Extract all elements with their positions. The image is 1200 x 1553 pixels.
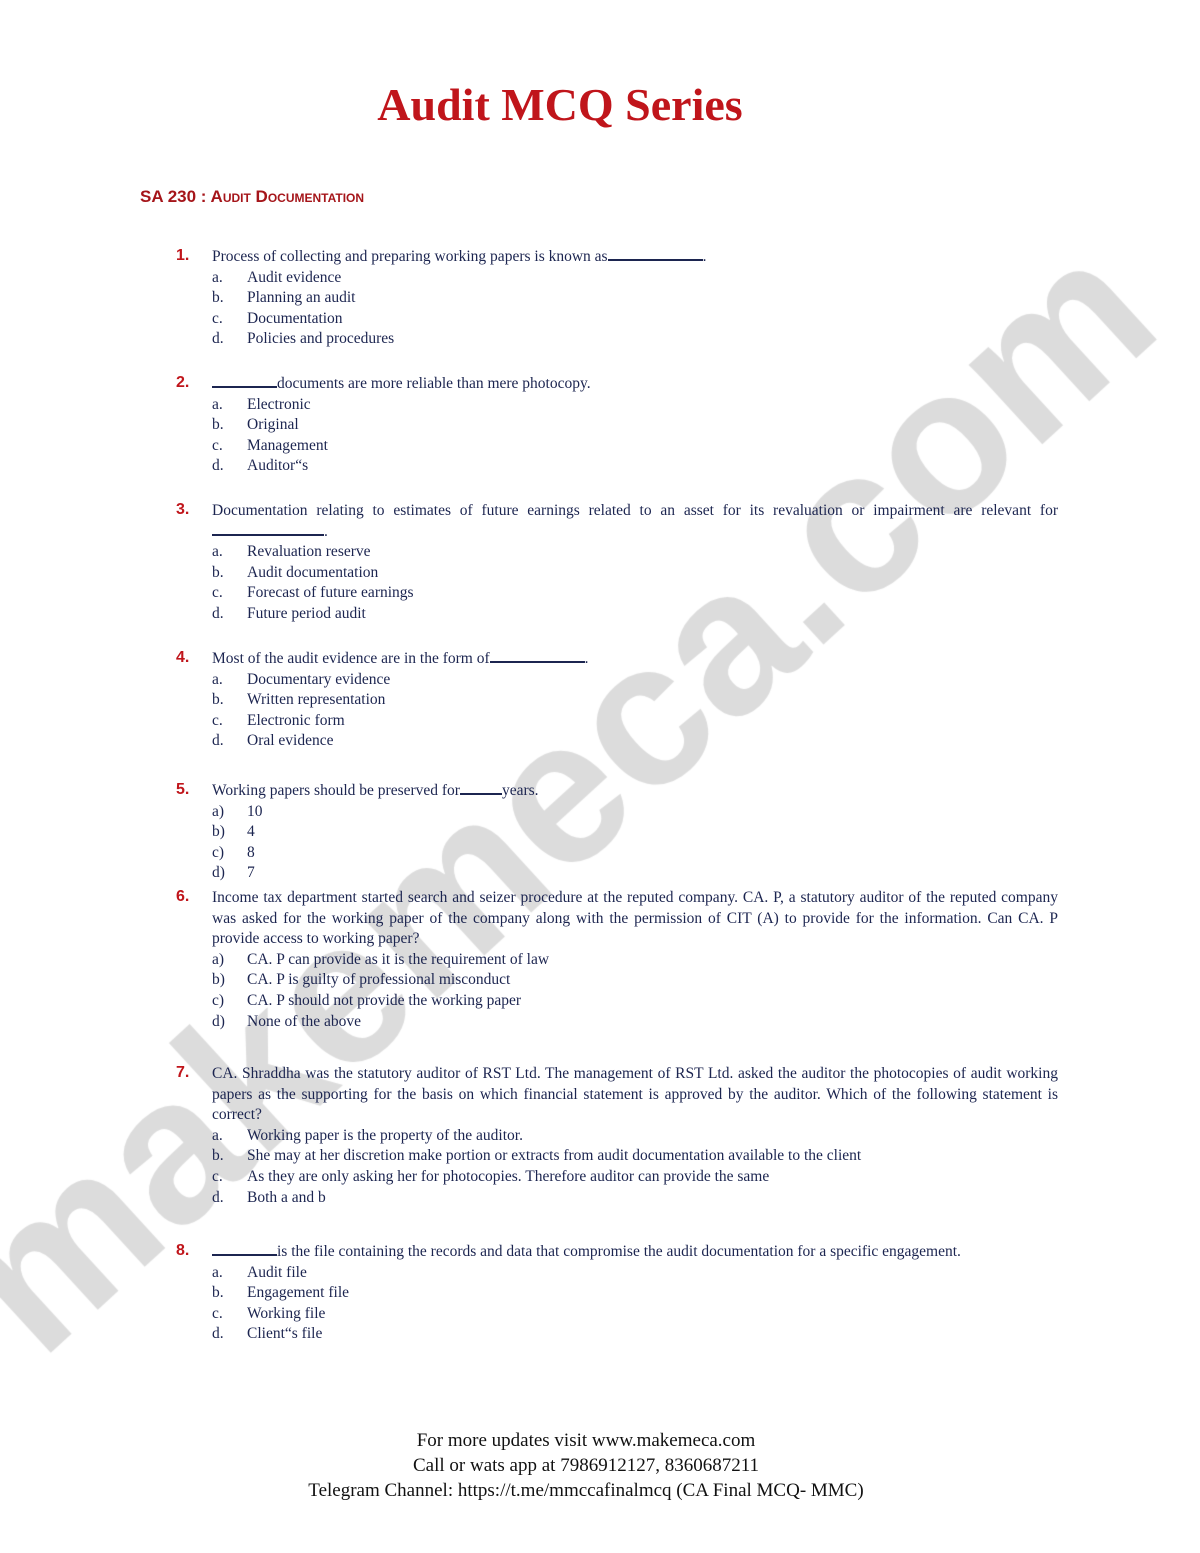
answer-blank (490, 649, 585, 663)
footer (0, 1428, 1172, 1503)
question-number: 1. (176, 247, 190, 264)
answer-option (212, 268, 1058, 289)
option-text: CA. P is guilty of professional misconduct (247, 971, 511, 989)
option-letter: b. (212, 416, 224, 434)
answer-option (212, 1012, 1058, 1033)
question-text (212, 649, 1058, 670)
option-text: Policies and procedures (247, 330, 395, 348)
option-letter: d. (212, 457, 224, 475)
answer-option (212, 991, 1058, 1012)
answer-blank (212, 522, 324, 536)
option-text: 10 (247, 802, 263, 820)
question-number: 3. (176, 501, 190, 518)
option-text: Written representation (247, 691, 386, 709)
question-number: 4. (176, 649, 190, 666)
answer-option (212, 1324, 1058, 1345)
option-letter: b. (212, 563, 224, 581)
option-text: Electronic form (247, 711, 345, 729)
option-letter: d) (212, 864, 225, 882)
answer-option (212, 822, 1058, 843)
question-number: 7. (176, 1064, 190, 1081)
answer-blank (212, 1242, 277, 1256)
option-letter: c. (212, 1304, 223, 1322)
section-heading: SA 230 : Audit Documentation (140, 187, 365, 206)
answer-option (212, 1283, 1058, 1304)
answer-option (212, 711, 1058, 732)
option-letter: d. (212, 732, 224, 750)
option-text: CA. P should not provide the working paper (247, 991, 522, 1009)
option-letter: d) (212, 1012, 225, 1030)
option-letter: c. (212, 1167, 223, 1185)
answer-option (212, 604, 1058, 625)
answer-option (212, 1188, 1058, 1209)
option-letter: b) (212, 823, 225, 841)
answer-option (212, 436, 1058, 457)
footer-website: For more updates visit www.makemeca.com (416, 1430, 756, 1451)
question-stem-end: documents are more reliable than mere photocopy. (277, 375, 591, 392)
option-letter: c. (212, 711, 223, 729)
option-letter: a) (212, 802, 225, 820)
question-number: 6. (176, 888, 190, 905)
question-3 (176, 501, 1058, 625)
question-8 (176, 1242, 1058, 1345)
option-text: Working paper is the property of the auditor. (247, 1126, 523, 1144)
answer-option (212, 970, 1058, 991)
option-letter: a. (212, 395, 223, 413)
answer-option (212, 1263, 1058, 1284)
option-text: Oral evidence (247, 732, 334, 750)
answer-option (212, 395, 1058, 416)
option-letter: b. (212, 691, 224, 709)
question-7 (176, 1064, 1058, 1208)
question-4 (176, 649, 1058, 752)
option-text: 4 (247, 823, 255, 841)
question-text (212, 1242, 1058, 1263)
option-text: None of the above (247, 1012, 362, 1030)
answer-option (212, 843, 1058, 864)
question-text (212, 374, 1058, 395)
question-2 (176, 374, 1058, 477)
answer-option (212, 563, 1058, 584)
answer-blank (212, 374, 277, 388)
option-text: Audit file (247, 1263, 307, 1281)
option-text: Original (247, 416, 299, 434)
option-letter: d. (212, 330, 224, 348)
question-stem-end: . (702, 248, 707, 265)
option-text: CA. P can provide as it is the requirement of law (247, 950, 550, 968)
page-title: Audit MCQ Series (377, 79, 743, 130)
question-text (212, 247, 1058, 268)
option-text: Audit evidence (247, 268, 342, 286)
option-text: Engagement file (247, 1284, 349, 1302)
question-stem: Most of the audit evidence are in the form of (212, 650, 490, 667)
option-text: She may at her discretion make portion or extracts from audit documentation available to the client (247, 1147, 862, 1165)
option-text: Client“s file (247, 1325, 323, 1343)
question-stem-end: . (324, 522, 328, 540)
answer-option (212, 542, 1058, 563)
option-letter: b. (212, 1147, 224, 1165)
option-text: Management (247, 436, 328, 454)
answer-option (212, 863, 1058, 884)
question-text (212, 501, 1058, 542)
answer-option (212, 1167, 1058, 1188)
question-6 (176, 888, 1058, 1032)
question-1 (176, 247, 1058, 350)
question-text (212, 781, 1058, 802)
answer-option (212, 329, 1058, 350)
question-stem: CA. Shraddha was the statutory auditor of RST Ltd. The management of RST Ltd. asked the auditor the photocopies of audit working papers as the supporting for the basis on which financial statement is approved by the auditor. Which of the following statement is correct? (212, 1065, 1058, 1124)
question-text (212, 888, 1058, 950)
option-letter: d. (212, 1325, 224, 1343)
answer-option (212, 1146, 1058, 1167)
option-text: Future period audit (247, 604, 366, 622)
question-text (212, 1064, 1058, 1126)
answer-option (212, 288, 1058, 309)
question-stem: Working papers should be preserved for (212, 782, 460, 799)
question-stem: Process of collecting and preparing working papers is known as (212, 248, 608, 265)
option-letter: a. (212, 268, 223, 286)
question-stem-end: years. (501, 782, 539, 799)
option-text: Revaluation reserve (247, 543, 371, 561)
answer-option (212, 731, 1058, 752)
option-letter: c) (212, 991, 225, 1009)
option-text: Auditor“s (247, 457, 309, 475)
option-letter: c. (212, 584, 223, 602)
option-text: Planning an audit (247, 289, 356, 307)
footer-telegram: Telegram Channel: https://t.me/mmccafinalmcq (CA Final MCQ- MMC) (308, 1480, 864, 1501)
option-text: Documentary evidence (247, 670, 391, 688)
option-letter: b. (212, 1284, 224, 1302)
answer-option (212, 309, 1058, 330)
question-number: 8. (176, 1242, 190, 1259)
footer-phone: Call or wats app at 7986912127, 8360687211 (412, 1455, 759, 1476)
option-text: 7 (247, 864, 255, 882)
option-letter: d. (212, 604, 224, 622)
answer-option (212, 950, 1058, 971)
option-letter: d. (212, 1188, 224, 1206)
option-text: Documentation (247, 309, 343, 327)
question-stem-end: . (584, 650, 589, 667)
answer-option (212, 456, 1058, 477)
answer-blank (608, 247, 703, 261)
option-letter: a. (212, 543, 223, 561)
answer-option (212, 415, 1058, 436)
option-letter: a. (212, 1263, 223, 1281)
question-5 (176, 781, 1058, 884)
option-letter: a. (212, 1126, 223, 1144)
question-number: 5. (176, 781, 190, 798)
option-letter: c. (212, 309, 223, 327)
question-stem-end: is the file containing the records and data that compromise the audit documentation for a specific engagement. (277, 1243, 961, 1260)
option-letter: c. (212, 436, 223, 454)
option-letter: a. (212, 670, 223, 688)
option-text: Forecast of future earnings (247, 584, 414, 602)
option-text: 8 (247, 843, 255, 861)
answer-option (212, 583, 1058, 604)
answer-option (212, 802, 1058, 823)
option-text: Electronic (247, 395, 311, 413)
option-text: Working file (247, 1304, 326, 1322)
answer-option (212, 670, 1058, 691)
option-letter: b) (212, 971, 225, 989)
option-letter: c) (212, 843, 225, 861)
question-stem: Documentation relating to estimates of future earnings related to an asset for its revaluation or impairment are relevant for (212, 502, 1058, 519)
answer-blank (460, 781, 502, 795)
answer-option (212, 690, 1058, 711)
option-text: Both a and b (247, 1188, 326, 1206)
option-text: Audit documentation (247, 563, 379, 581)
option-text: As they are only asking her for photocopies. Therefore auditor can provide the same (247, 1167, 770, 1185)
question-number: 2. (176, 374, 190, 391)
answer-option (212, 1304, 1058, 1325)
answer-option (212, 1126, 1058, 1147)
option-letter: a) (212, 950, 225, 968)
question-stem: Income tax department started search and seizer procedure at the reputed company. CA. P, a statutory auditor of the reputed company was asked for the working paper of the company along with the permission of CIT (A) to provide for the information. Can CA. P provide access to working paper? (212, 889, 1058, 948)
option-letter: b. (212, 289, 224, 307)
